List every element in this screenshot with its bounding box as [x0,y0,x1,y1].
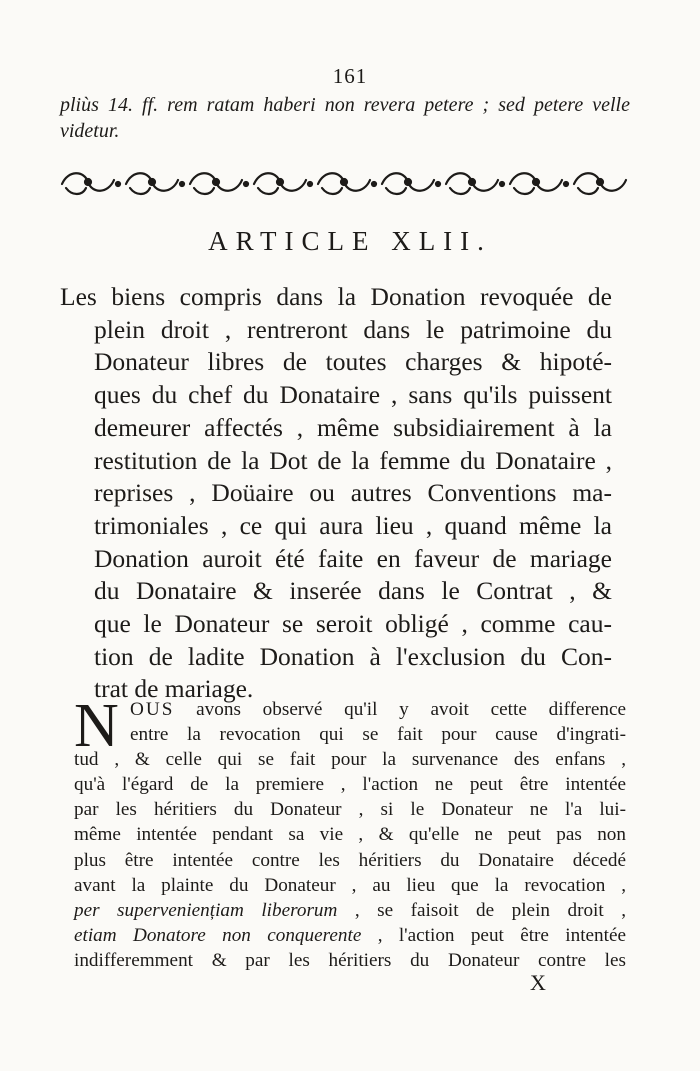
commentary-line [74,898,626,923]
commentary-text: , se faisoit de plein droit , [354,899,626,921]
article-line: tion de ladite Donation à l'exclusion du Con- [94,641,612,671]
commentary-smallcaps: OUS [130,699,175,720]
article-heading: ARTICLE XLII. [208,226,492,256]
commentary-line: indifferemment & par les héritiers du Donateur contre les [74,949,626,971]
latin-phrase: per superveniențiam liberorum [74,899,338,921]
article-line: du Donataire & inserée dans le Contrat , & [94,576,612,606]
commentary-line [130,697,626,722]
commentary-line: qu'à l'égard de la premiere , l'action ne peut être intentée [74,774,626,796]
ornamental-band [58,166,632,202]
article-paragraph [60,281,612,706]
article-line: reprises , Doüaire ou autres Conventions ma- [94,478,612,508]
commentary-line: entre la revocation qui se fait pour cause d'ingrati- [130,724,626,746]
commentary-line [74,923,626,948]
article-line: trat de mariage. [94,674,254,704]
article-line: trimoniales , ce qui aura lieu , quand même la [94,510,612,540]
article-line: Les biens compris dans la Donation revoquée de [60,282,612,311]
continuation-text: pliùs 14. ff. rem ratam haberi non revera petere ; sed petere velle videtur. [60,94,630,142]
article-line: ques du chef du Donataire , sans qu'ils puissent [94,380,612,410]
article-line: Donation auroit été faite en faveur de mariage [94,543,612,573]
commentary-line: même intentée pendant sa vie , & qu'elle ne peut pas non [74,824,626,846]
page-number: 161 [332,64,368,88]
latin-phrase: etiam Donatore non conquerente [74,924,362,946]
commentary-text: , l'action peut être intentée [377,924,627,946]
ornament-unit [62,173,120,194]
article-line: restitution de la Dot de la femme du Donataire , [94,445,612,475]
commentary-text: avons observé qu'il y avoit cette difference [196,699,627,720]
commentary-line: tud , & celle qui se fait pour la survenance des enfans , [74,749,626,771]
commentary-line: par les héritiers du Donateur , si le Donateur ne l'a lui- [74,799,626,821]
catchword: X [530,970,546,995]
commentary-line: avant la plainte du Donateur , au lieu que la revocation , [74,874,626,896]
article-line: plein droit , rentreront dans le patrimoine du [94,314,612,344]
commentary-line: plus être intentée contre les héritiers du Donataire décedé [74,849,626,871]
article-line: que le Donateur se seroit obligé , comme cau- [94,609,612,639]
drop-cap: N [74,692,119,760]
commentary-paragraph [74,692,627,973]
article-line: Donateur libres de toutes charges & hipoté- [94,347,612,377]
article-line: demeurer affectés , même subsidiairement à la [94,412,612,442]
